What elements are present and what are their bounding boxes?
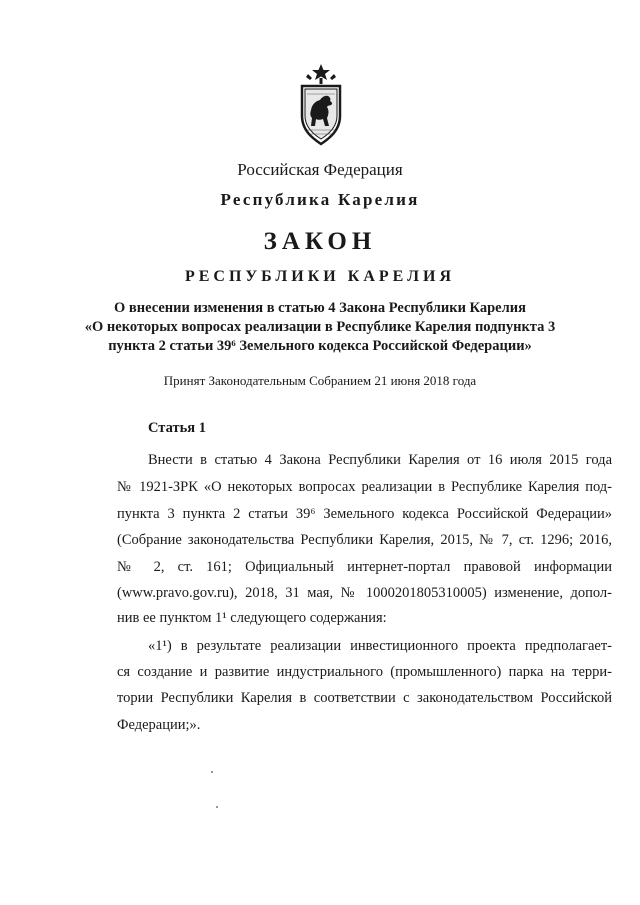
body-line: Внести в статью 4 Закона Республики Карелия от 16 июля 2015 года bbox=[148, 452, 612, 468]
body-line: № 1921-ЗРК «О некоторых вопросах реализации в Республике Карелия под- bbox=[117, 479, 612, 495]
body-line: (Собрание законодательства Республики Карелия, 2015, № 7, ст. 1296; 2016, bbox=[117, 532, 612, 548]
scan-speck bbox=[211, 771, 213, 773]
body-line: пункта 3 пункта 2 статьи 39⁶ Земельного кодекса Российской Федерации» bbox=[117, 506, 612, 522]
document-title-line: пункта 2 статьи 39⁶ Земельного кодекса Российской Федерации» bbox=[108, 338, 532, 354]
article-heading: Статья 1 bbox=[148, 420, 206, 436]
document-title-line: «О некоторых вопросах реализации в Республике Карелия подпункта 3 bbox=[84, 319, 556, 335]
body-line: ся создание и развитие индустриального (промышленного) парка на терри- bbox=[117, 664, 612, 680]
scan-speck bbox=[216, 806, 218, 808]
adoption-date: Принят Законодательным Собранием 21 июня 2018 года bbox=[163, 373, 477, 388]
karelia-coat-of-arms-icon bbox=[298, 64, 344, 146]
header-country: Российская Федерация bbox=[237, 160, 403, 179]
document-title bbox=[0, 299, 640, 356]
body-line: тории Республики Карелия в соответствии с законодательством Российской bbox=[117, 690, 612, 706]
law-title: ЗАКОН bbox=[263, 228, 377, 255]
header-republic: Республика Карелия bbox=[220, 190, 420, 209]
body-line: нив ее пунктом 1¹ следующего содержания: bbox=[117, 610, 387, 626]
body-line: Федерации;». bbox=[117, 717, 201, 733]
body-line: (www.pravo.gov.ru), 2018, 31 мая, № 1000201805310005) изменение, допол- bbox=[117, 585, 612, 601]
body-line: № 2, ст. 161; Официальный интернет-портал правовой информации bbox=[117, 559, 612, 575]
body-line: «1¹) в результате реализации инвестиционного проекта предполагает- bbox=[148, 638, 612, 654]
law-subtitle: РЕСПУБЛИКИ КАРЕЛИЯ bbox=[184, 268, 456, 285]
document-title-line: О внесении изменения в статью 4 Закона Республики Карелия bbox=[114, 300, 526, 316]
